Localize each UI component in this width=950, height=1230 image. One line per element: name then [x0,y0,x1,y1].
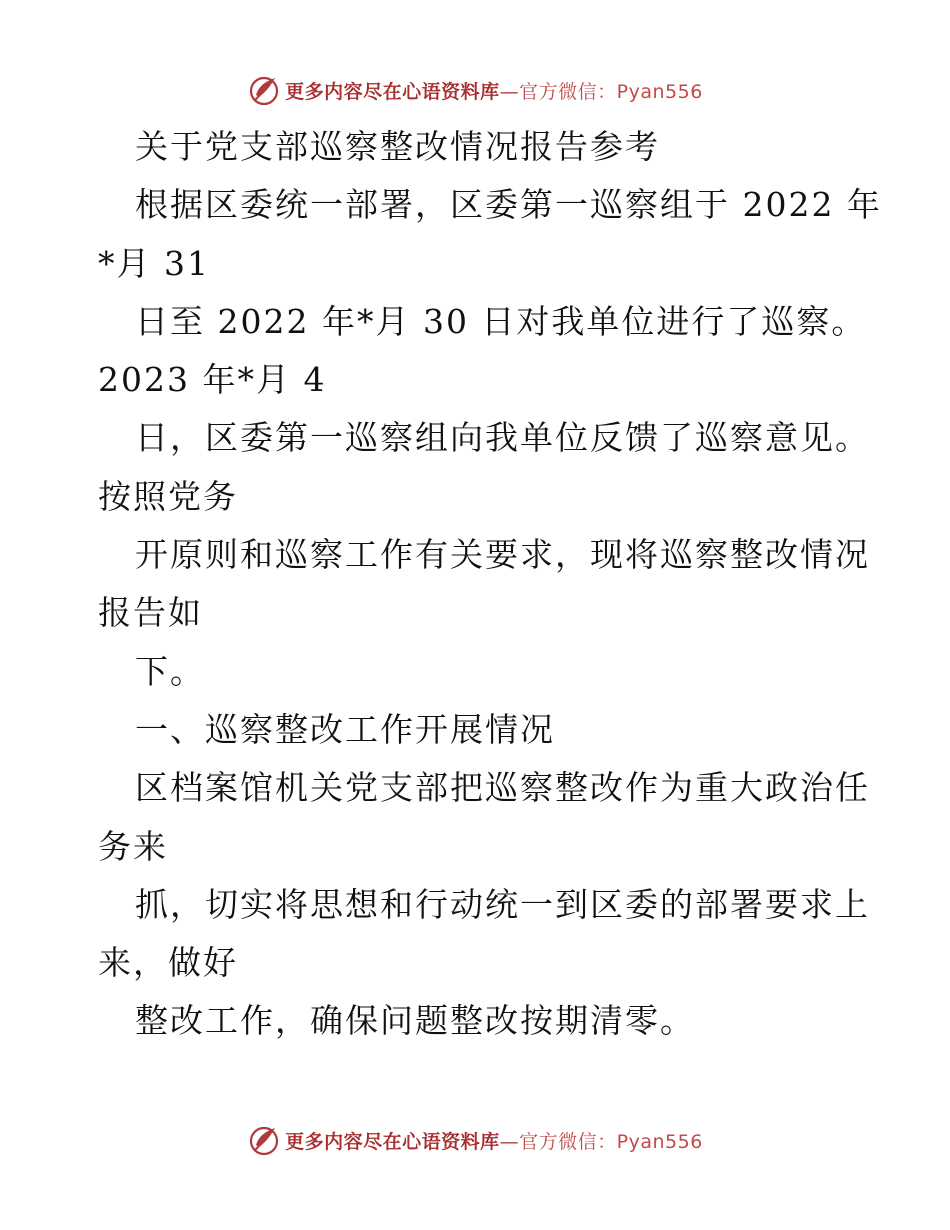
document-line: *月 31 [98,243,210,283]
watermark-brand: 更多内容尽在心语资料库 [285,80,500,103]
watermark-contact: 官方微信：Pyan556 [519,80,703,103]
document-body [98,118,882,1051]
footer-watermark [0,1120,950,1160]
document-line: 日至 2022 年*月 30 日对我单位进行了巡察。 [135,301,867,341]
document-line: 下。 [135,651,205,691]
document-line: 抓，切实将思想和行动统一到区委的部署要求上 [135,884,870,924]
watermark-separator: — [499,1130,520,1153]
document-line: 整改工作，确保问题整改按期清零。 [135,1001,695,1041]
document-line: 根据区委统一部署，区委第一巡察组于 2022 年 [135,185,882,225]
document-line: 一、巡察整改工作开展情况 [135,709,555,749]
document-line: 开原则和巡察工作有关要求，现将巡察整改情况 [135,535,870,575]
document-line: 按照党务 [98,476,238,516]
document-line: 来，做好 [98,943,238,983]
watermark-separator: — [499,80,520,103]
document-line: 日，区委第一巡察组向我单位反馈了巡察意见。 [135,418,870,458]
document-line: 务来 [98,826,168,866]
document-line: 报告如 [98,593,203,633]
watermark-brand: 更多内容尽在心语资料库 [285,1130,500,1153]
pen-logo-icon [247,1123,281,1157]
document-line: 区档案馆机关党支部把巡察整改作为重大政治任 [135,768,870,808]
watermark-text [285,1127,703,1154]
document-line: 关于党支部巡察整改情况报告参考 [135,127,660,166]
document-line: 2023 年*月 4 [98,360,327,400]
watermark-contact: 官方微信：Pyan556 [519,1130,703,1153]
pen-logo-icon [247,73,281,107]
watermark-text [285,77,703,104]
header-watermark [0,70,950,110]
